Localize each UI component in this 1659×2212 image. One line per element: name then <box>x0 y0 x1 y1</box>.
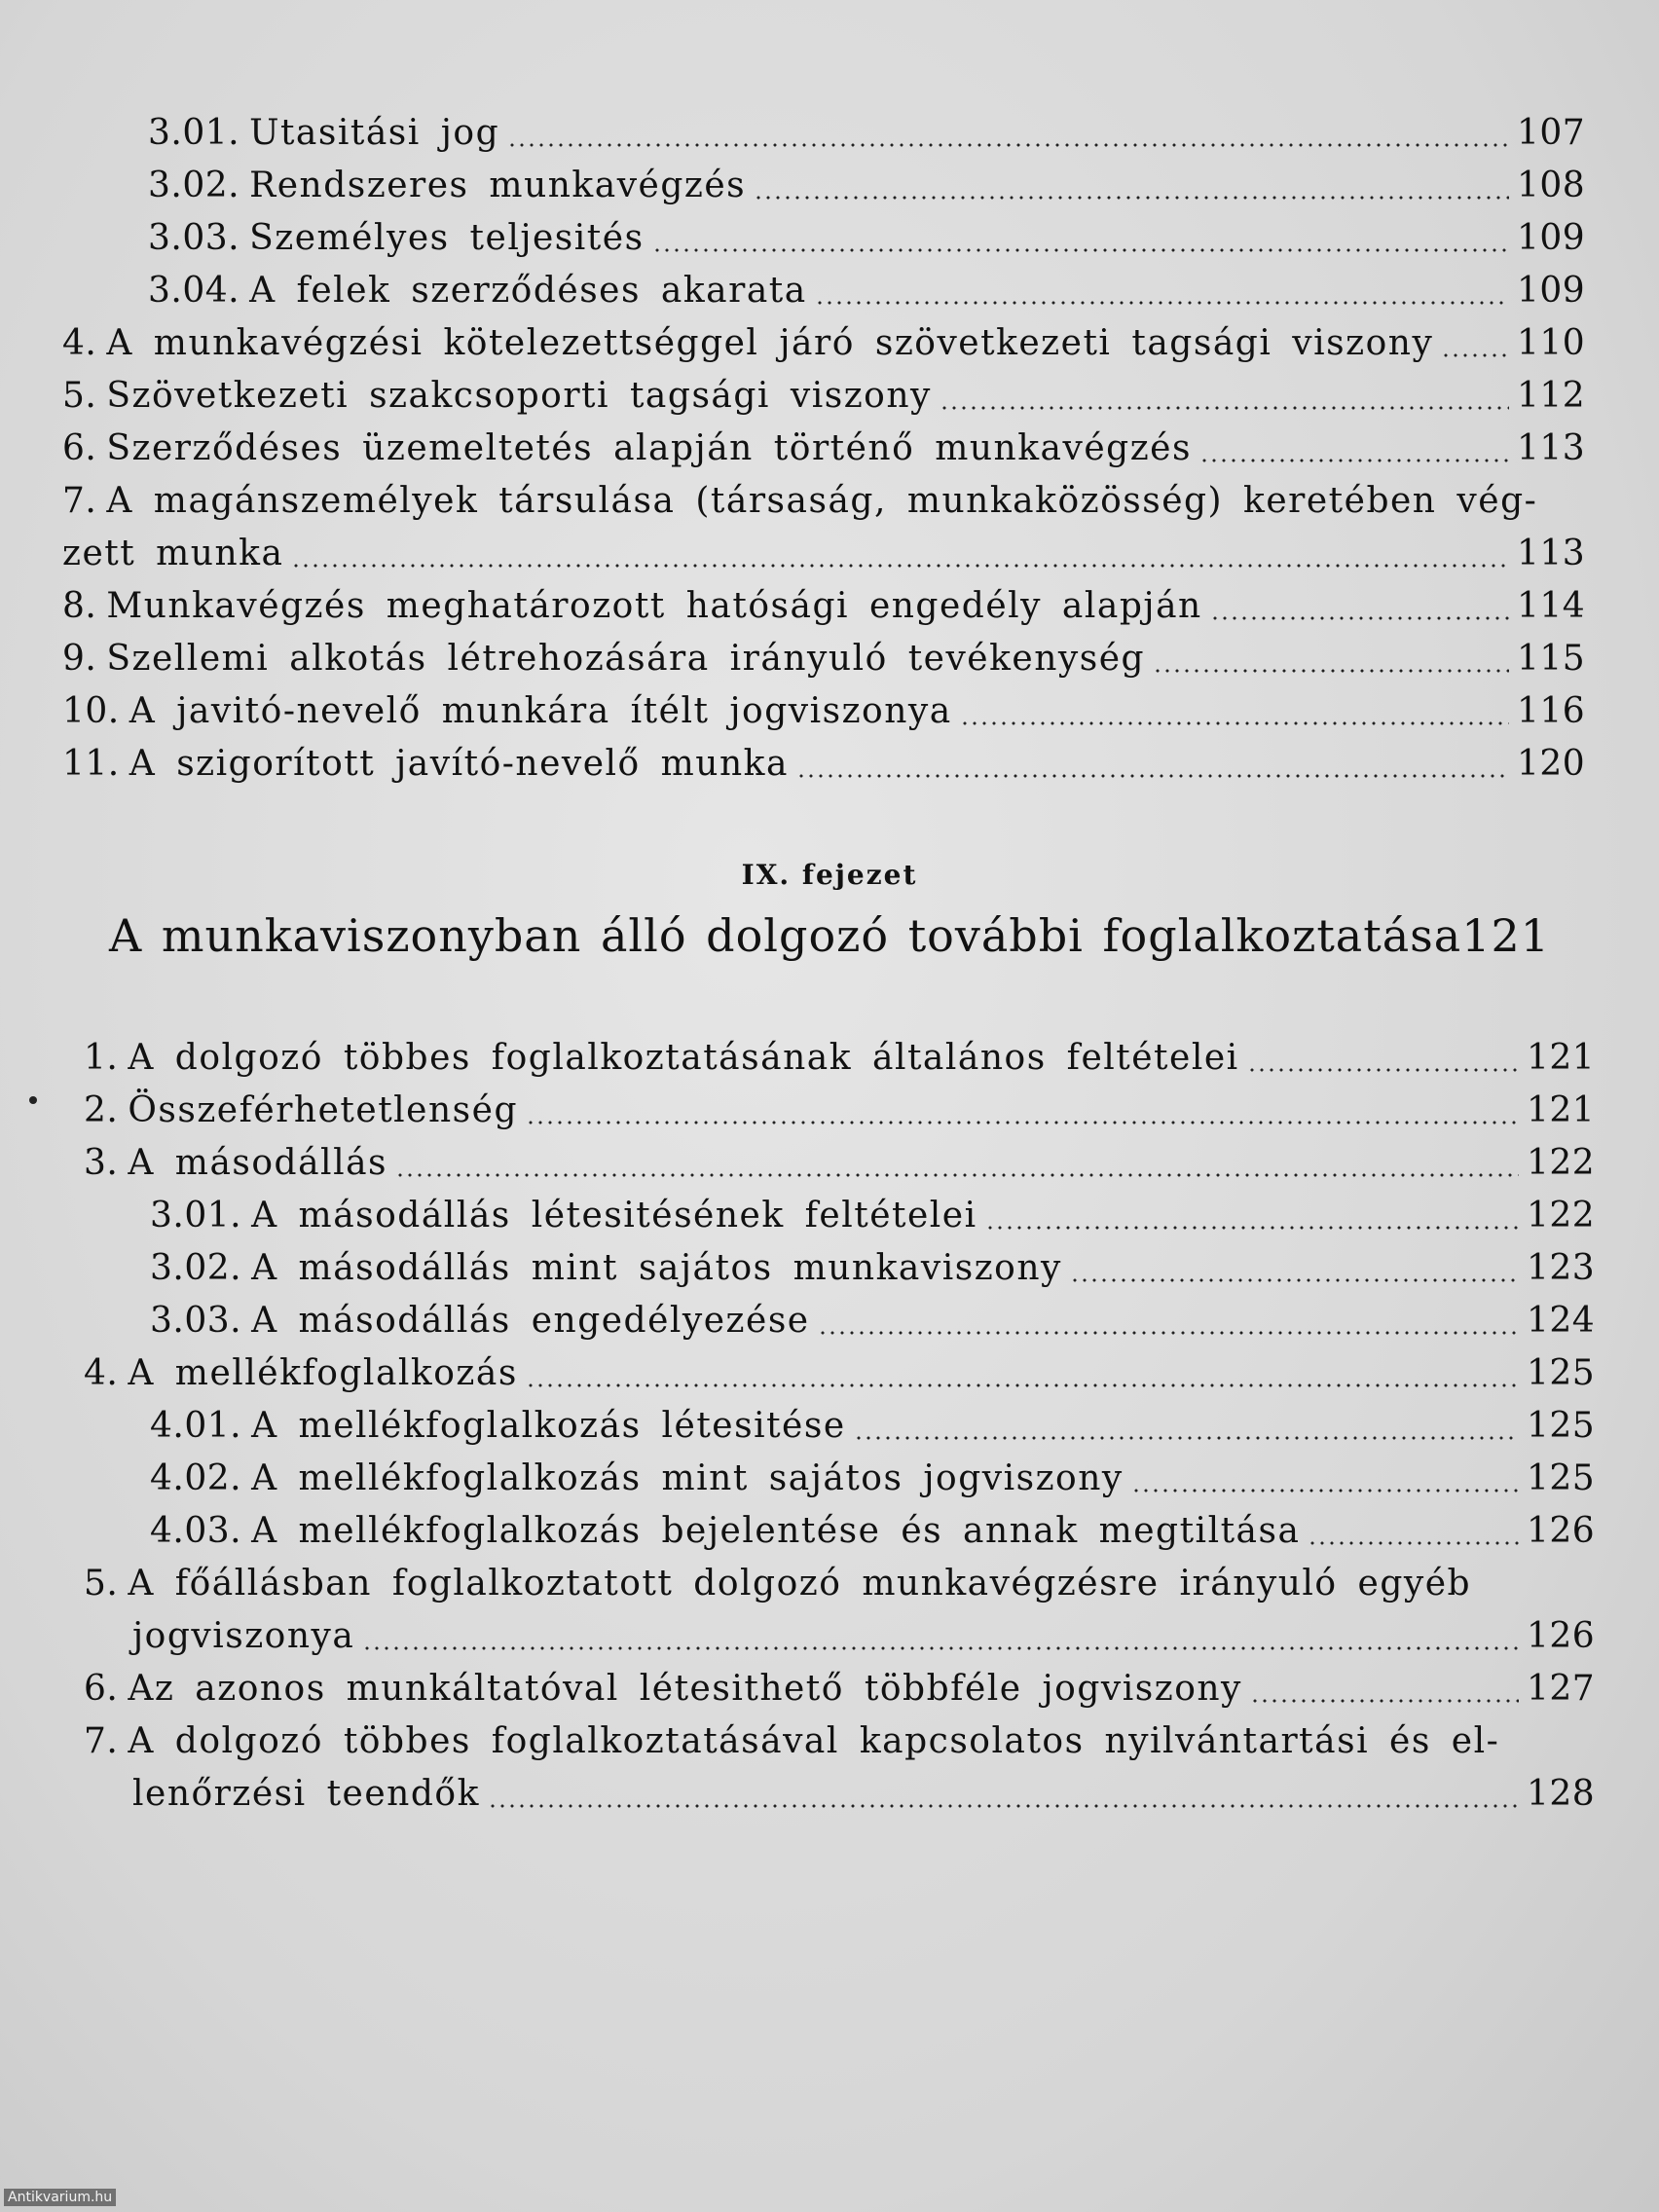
dot-leader <box>940 406 1509 410</box>
toc-entry-page: 124 <box>1527 1301 1596 1341</box>
toc-entry <box>0 212 1659 265</box>
toc-entry-title: Rendszeres munkavégzés <box>249 166 747 205</box>
dot-leader <box>507 143 1509 147</box>
toc-entry <box>0 1663 1659 1715</box>
toc-entry <box>0 1347 1659 1400</box>
toc-entry-page: 120 <box>1517 744 1586 784</box>
toc-entry-page: 122 <box>1527 1143 1596 1183</box>
toc-entry-title: A mellékfoglalkozás bejelentése és annak megtiltása <box>251 1511 1301 1551</box>
toc-entry-title: A másodállás <box>128 1143 388 1183</box>
toc-entry <box>0 1085 1659 1137</box>
dot-leader <box>395 1173 1519 1177</box>
toc-entry <box>0 1505 1659 1558</box>
toc-entry <box>0 1558 1659 1610</box>
toc-entry-number: 5. <box>84 1564 119 1604</box>
toc-entry-page: 109 <box>1517 271 1586 311</box>
toc-entry <box>0 317 1659 370</box>
chapter-label: IX. fejezet <box>741 859 918 891</box>
dot-leader <box>1210 616 1509 620</box>
toc-entry-number: 6. <box>62 428 97 468</box>
toc-entry-page: 123 <box>1527 1248 1596 1288</box>
toc-entry <box>0 370 1659 423</box>
toc-entry-title: A másodállás mint sajátos munkaviszony <box>251 1248 1062 1288</box>
toc-entry-title: A főállásban foglalkoztatott dolgozó munkavégzésre irányuló egyéb <box>128 1564 1472 1604</box>
toc-entry-title: A dolgozó többes foglalkoztatásával kapcsolatos nyilvántartási és el- <box>128 1721 1500 1761</box>
toc-entry-number: 3.03. <box>148 218 240 258</box>
toc-entry <box>0 423 1659 475</box>
toc-entry-title: Szellemi alkotás létrehozására irányuló tevékenység <box>106 639 1146 679</box>
toc-entry-title-continuation: lenőrzési teendők <box>132 1774 480 1814</box>
dot-leader <box>960 721 1509 725</box>
toc-entry-number: 6. <box>84 1669 119 1709</box>
dot-leader <box>854 1436 1519 1440</box>
toc-entry-title: Szövetkezeti szakcsoporti tagsági viszony <box>106 376 932 416</box>
toc-entry <box>0 1400 1659 1453</box>
toc-entry <box>0 475 1659 528</box>
toc-entry-number: 9. <box>62 639 97 679</box>
dot-leader <box>488 1804 1519 1808</box>
toc-entry-title: A felek szerződéses akarata <box>249 271 807 311</box>
toc-bottom-section <box>0 1032 1659 1821</box>
toc-entry <box>0 685 1659 738</box>
toc-entry-number: 4.01. <box>150 1406 242 1446</box>
toc-entry-page: 122 <box>1527 1196 1596 1235</box>
toc-entry-title: A másodállás engedélyezése <box>251 1301 810 1341</box>
toc-entry-number: 4. <box>62 323 97 363</box>
dot-leader <box>1199 459 1509 462</box>
toc-entry-page: 114 <box>1517 586 1586 626</box>
dot-leader <box>526 1383 1519 1387</box>
dot-leader <box>796 774 1509 778</box>
toc-entry <box>0 1295 1659 1347</box>
toc-entry-title: A másodállás létesitésének feltételei <box>251 1196 977 1235</box>
toc-entry-continuation <box>0 1768 1659 1821</box>
dot-leader <box>291 564 1509 568</box>
watermark: Antikvarium.hu <box>4 2189 116 2206</box>
toc-entry-title: A mellékfoglalkozás mint sajátos jogviszony <box>251 1458 1124 1498</box>
toc-entry <box>0 633 1659 685</box>
dot-leader <box>1070 1278 1519 1282</box>
toc-entry <box>0 1453 1659 1505</box>
toc-entry-page: 125 <box>1527 1406 1596 1446</box>
toc-entry-number: 3.01. <box>148 113 240 153</box>
toc-entry-page: 127 <box>1527 1669 1596 1709</box>
toc-entry-title: Az azonos munkáltatóval létesithető többféle jogviszony <box>128 1669 1242 1709</box>
toc-entry-title: A dolgozó többes foglalkoztatásának általános feltételei <box>128 1038 1239 1078</box>
toc-entry-title: A mellékfoglalkozás <box>128 1353 518 1393</box>
dot-leader <box>1153 669 1509 673</box>
toc-entry-number: 1. <box>84 1038 119 1078</box>
toc-entry-number: 4.02. <box>150 1458 242 1498</box>
toc-entry-page: 110 <box>1517 323 1586 363</box>
dot-leader <box>1250 1699 1519 1703</box>
toc-entry-page: 126 <box>1527 1511 1596 1551</box>
toc-entry-title: A javitó-nevelő munkára ítélt jogviszonya <box>129 691 952 731</box>
toc-entry-number: 7. <box>84 1721 119 1761</box>
toc-entry-number: 8. <box>62 586 97 626</box>
toc-entry-number: 3.02. <box>148 166 240 205</box>
toc-entry-page: 108 <box>1517 166 1586 205</box>
dot-leader <box>1131 1489 1519 1493</box>
dot-leader <box>652 248 1509 252</box>
toc-entry-title: Munkavégzés meghatározott hatósági engedély alapján <box>106 586 1202 626</box>
toc-entry-number: 4. <box>84 1353 119 1393</box>
toc-entry <box>0 1190 1659 1242</box>
toc-entry-number: 10. <box>62 691 120 731</box>
toc-entry-title: Személyes teljesités <box>249 218 645 258</box>
dot-leader <box>818 1331 1519 1335</box>
toc-entry-continuation <box>0 1610 1659 1663</box>
dot-leader <box>362 1646 1519 1650</box>
dot-leader <box>1247 1068 1519 1072</box>
toc-entry <box>0 1137 1659 1190</box>
toc-entry-page: 125 <box>1527 1458 1596 1498</box>
toc-top-section <box>0 107 1659 791</box>
toc-entry <box>0 1242 1659 1295</box>
toc-entry <box>0 265 1659 317</box>
toc-entry-page: 125 <box>1527 1353 1596 1393</box>
chapter-page-number: 121 <box>1461 909 1550 962</box>
toc-entry-number: 3.04. <box>148 271 240 311</box>
toc-entry <box>0 1032 1659 1085</box>
toc-entry <box>0 738 1659 791</box>
chapter-title: A munkaviszonyban álló dolgozó további foglalkoztatása <box>109 909 1462 962</box>
toc-entry-title: Szerződéses üzemeltetés alapján történő munkavégzés <box>106 428 1192 468</box>
chapter-heading <box>109 909 1550 962</box>
toc-entry-title: Utasitási jog <box>249 113 500 153</box>
toc-entry-number: 11. <box>62 744 120 784</box>
toc-entry <box>0 1715 1659 1768</box>
toc-entry-page: 121 <box>1527 1090 1596 1130</box>
dot-leader <box>526 1121 1519 1124</box>
dot-leader <box>1441 353 1509 357</box>
toc-entry-page: 126 <box>1527 1616 1596 1656</box>
toc-entry-page: 109 <box>1517 218 1586 258</box>
toc-entry-number: 3.02. <box>150 1248 242 1288</box>
toc-entry-number: 7. <box>62 481 97 521</box>
toc-entry-title-continuation: jogviszonya <box>132 1616 355 1656</box>
toc-entry-page: 112 <box>1517 376 1586 416</box>
dot-leader <box>815 301 1509 305</box>
toc-entry-page: 113 <box>1517 428 1586 468</box>
toc-entry-number: 3. <box>84 1143 119 1183</box>
toc-entry-page: 116 <box>1517 691 1586 731</box>
toc-entry-page: 115 <box>1517 639 1586 679</box>
toc-entry-page: 128 <box>1527 1774 1596 1814</box>
toc-entry-number: 3.03. <box>150 1301 242 1341</box>
toc-entry-page: 107 <box>1517 113 1586 153</box>
dot-leader <box>985 1226 1519 1230</box>
toc-entry-title: A munkavégzési kötelezettséggel járó szövetkezeti tagsági viszony <box>106 323 1434 363</box>
toc-entry-continuation <box>0 528 1659 580</box>
toc-entry-title: Összeférhetetlenség <box>128 1090 518 1130</box>
toc-entry-number: 3.01. <box>150 1196 242 1235</box>
toc-entry-title: A szigorított javító-nevelő munka <box>129 744 789 784</box>
toc-entry <box>0 580 1659 633</box>
dot-leader <box>754 196 1509 200</box>
toc-entry-title-continuation: zett munka <box>62 534 284 573</box>
toc-entry <box>0 107 1659 160</box>
dot-leader <box>1308 1541 1519 1545</box>
toc-entry-number: 5. <box>62 376 97 416</box>
toc-entry <box>0 160 1659 212</box>
toc-entry-page: 121 <box>1527 1038 1596 1078</box>
toc-entry-number: 4.03. <box>150 1511 242 1551</box>
toc-entry-number: 2. <box>84 1090 119 1130</box>
toc-entry-page: 113 <box>1517 534 1586 573</box>
toc-entry-title: A magánszemélyek társulása (társaság, munkaközösség) keretében vég- <box>106 481 1538 521</box>
toc-entry-title: A mellékfoglalkozás létesitése <box>251 1406 846 1446</box>
